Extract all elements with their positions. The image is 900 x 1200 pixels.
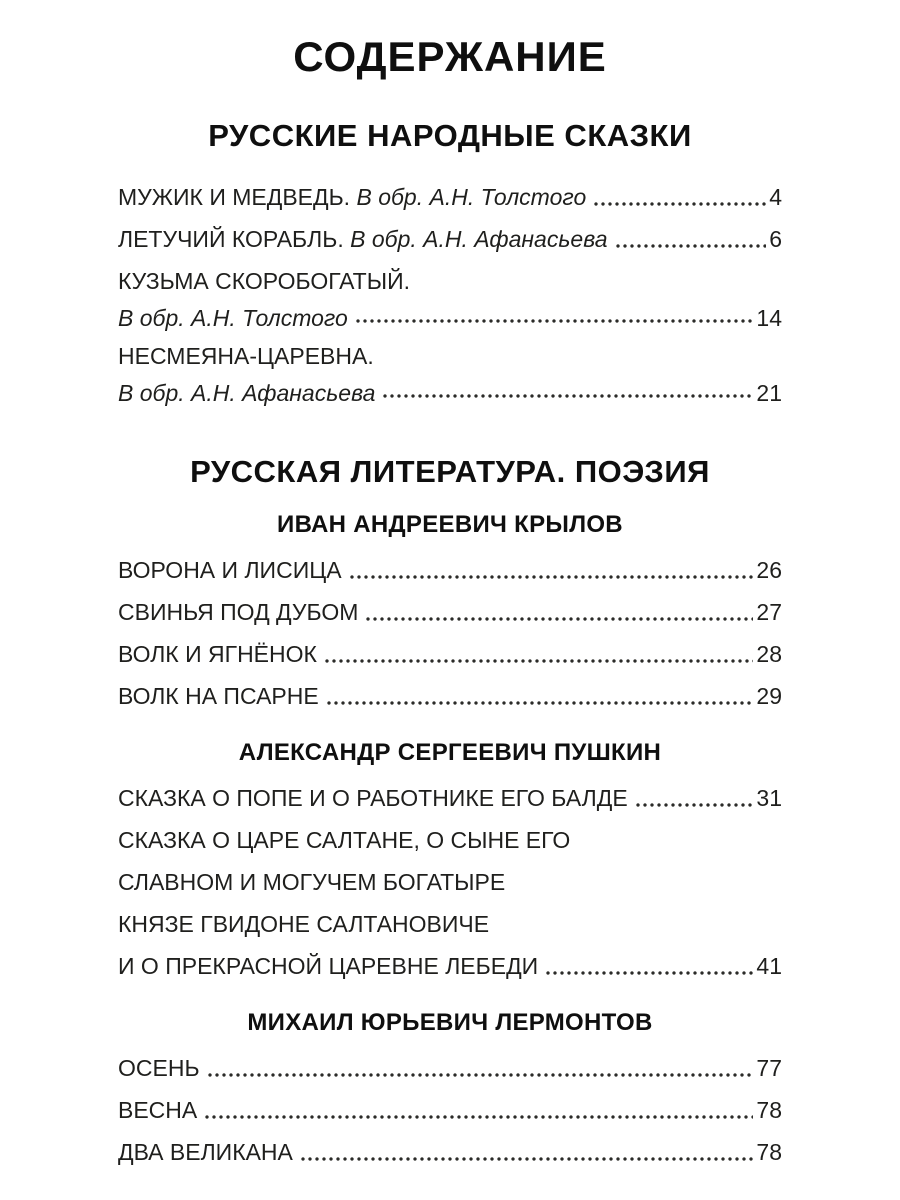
dot-leader [594,202,766,206]
toc-entry [118,549,782,591]
entry-title-main: НЕСМЕЯНА-ЦАРЕВНА. [118,342,374,369]
dot-leader [205,1115,753,1119]
entry-subtitle: В обр. А.Н. Афанасьева [350,225,608,252]
toc-entry [118,335,782,377]
page-title: СОДЕРЖАНИЕ [293,33,607,80]
entry-page-number: 77 [756,1055,782,1082]
entry-title [118,176,586,218]
author-heading-lermontov: МИХАИЛ ЮРЬЕВИЧ ЛЕРМОНТОВ [247,1009,653,1037]
toc-entry [118,819,782,861]
toc-entry [118,1089,782,1131]
toc-entry [118,675,782,717]
dot-leader [208,1073,754,1077]
toc-entry [118,260,782,302]
toc-entry [118,1047,782,1089]
dot-leader [301,1157,754,1161]
entry-title-line: СЛАВНОМ И МОГУЧЕМ БОГАТЫРЕ [118,869,506,896]
entry-page-number: 28 [756,641,782,668]
entry-title-main: ВОЛК НА ПСАРНЕ [118,683,319,710]
entry-page-number: 21 [756,379,782,406]
author-heading-pushkin: АЛЕКСАНДР СЕРГЕЕВИЧ ПУШКИН [238,739,662,767]
toc-entry-line [118,302,782,335]
dot-leader [327,701,754,705]
entry-page-number: 6 [769,225,782,252]
dot-leader [636,803,754,807]
entry-title-main: ЛЕТУЧИЙ КОРАБЛЬ. [118,225,344,252]
entry-title-line: КНЯЗЕ ГВИДОНЕ САЛТАНОВИЧЕ [118,911,490,938]
dot-leader [383,394,753,398]
entry-page-number: 41 [756,953,782,980]
entry-title-line: СКАЗКА О ЦАРЕ САЛТАНЕ, О СЫНЕ ЕГО [118,827,571,854]
entry-subtitle: В обр. А.Н. Толстого [356,183,587,210]
entry-title-line: И О ПРЕКРАСНОЙ ЦАРЕВНЕ ЛЕБЕДИ [118,953,539,980]
author-heading-krylov: ИВАН АНДРЕЕВИЧ КРЫЛОВ [277,511,623,539]
dot-leader [616,244,767,248]
entry-title-main: ВЕСНА [118,1097,198,1124]
section-heading-folk-tales: РУССКИЕ НАРОДНЫЕ СКАЗКИ [208,118,692,154]
entry-page-number: 27 [756,599,782,626]
entry-title-main: СВИНЬЯ ПОД ДУБОМ [118,599,359,626]
entry-title-main: СКАЗКА О ПОПЕ И О РАБОТНИКЕ ЕГО БАЛДЕ [118,785,628,812]
entry-subtitle: В обр. А.Н. Толстого [118,304,348,331]
entry-page-number: 29 [756,683,782,710]
entry-title-main: ДВА ВЕЛИКАНА [118,1139,293,1166]
toc-entry-line [118,903,782,945]
entry-page-number: 14 [756,304,782,331]
toc-entry [118,591,782,633]
dot-leader [356,319,754,323]
toc-entry [118,633,782,675]
dot-leader [546,971,753,975]
toc-entry-line [118,861,782,903]
entry-title-main: ВОРОНА И ЛИСИЦА [118,557,342,584]
entry-title [118,218,608,260]
toc-entry-line [118,377,782,410]
entry-title-main: МУЖИК И МЕДВЕДЬ. [118,183,351,210]
entry-page-number: 26 [756,557,782,584]
entry-title-main: ОСЕНЬ [118,1055,200,1082]
toc-entry [118,176,782,218]
toc-entry [118,777,782,819]
entry-page-number: 4 [769,183,782,210]
toc-entry [118,1131,782,1173]
entry-page-number: 31 [756,785,782,812]
entry-subtitle: В обр. А.Н. Афанасьева [118,379,376,406]
toc-entry-line [118,945,782,987]
toc-entry [118,218,782,260]
dot-leader [350,575,754,579]
dot-leader [366,617,753,621]
section-heading-poetry: РУССКАЯ ЛИТЕРАТУРА. ПОЭЗИЯ [190,453,710,489]
entry-title-main: КУЗЬМА СКОРОБОГАТЫЙ. [118,267,411,294]
entry-page-number: 78 [756,1097,782,1124]
entry-title-main: ВОЛК И ЯГНЁНОК [118,641,317,668]
entry-page-number: 78 [756,1139,782,1166]
dot-leader [325,659,753,663]
